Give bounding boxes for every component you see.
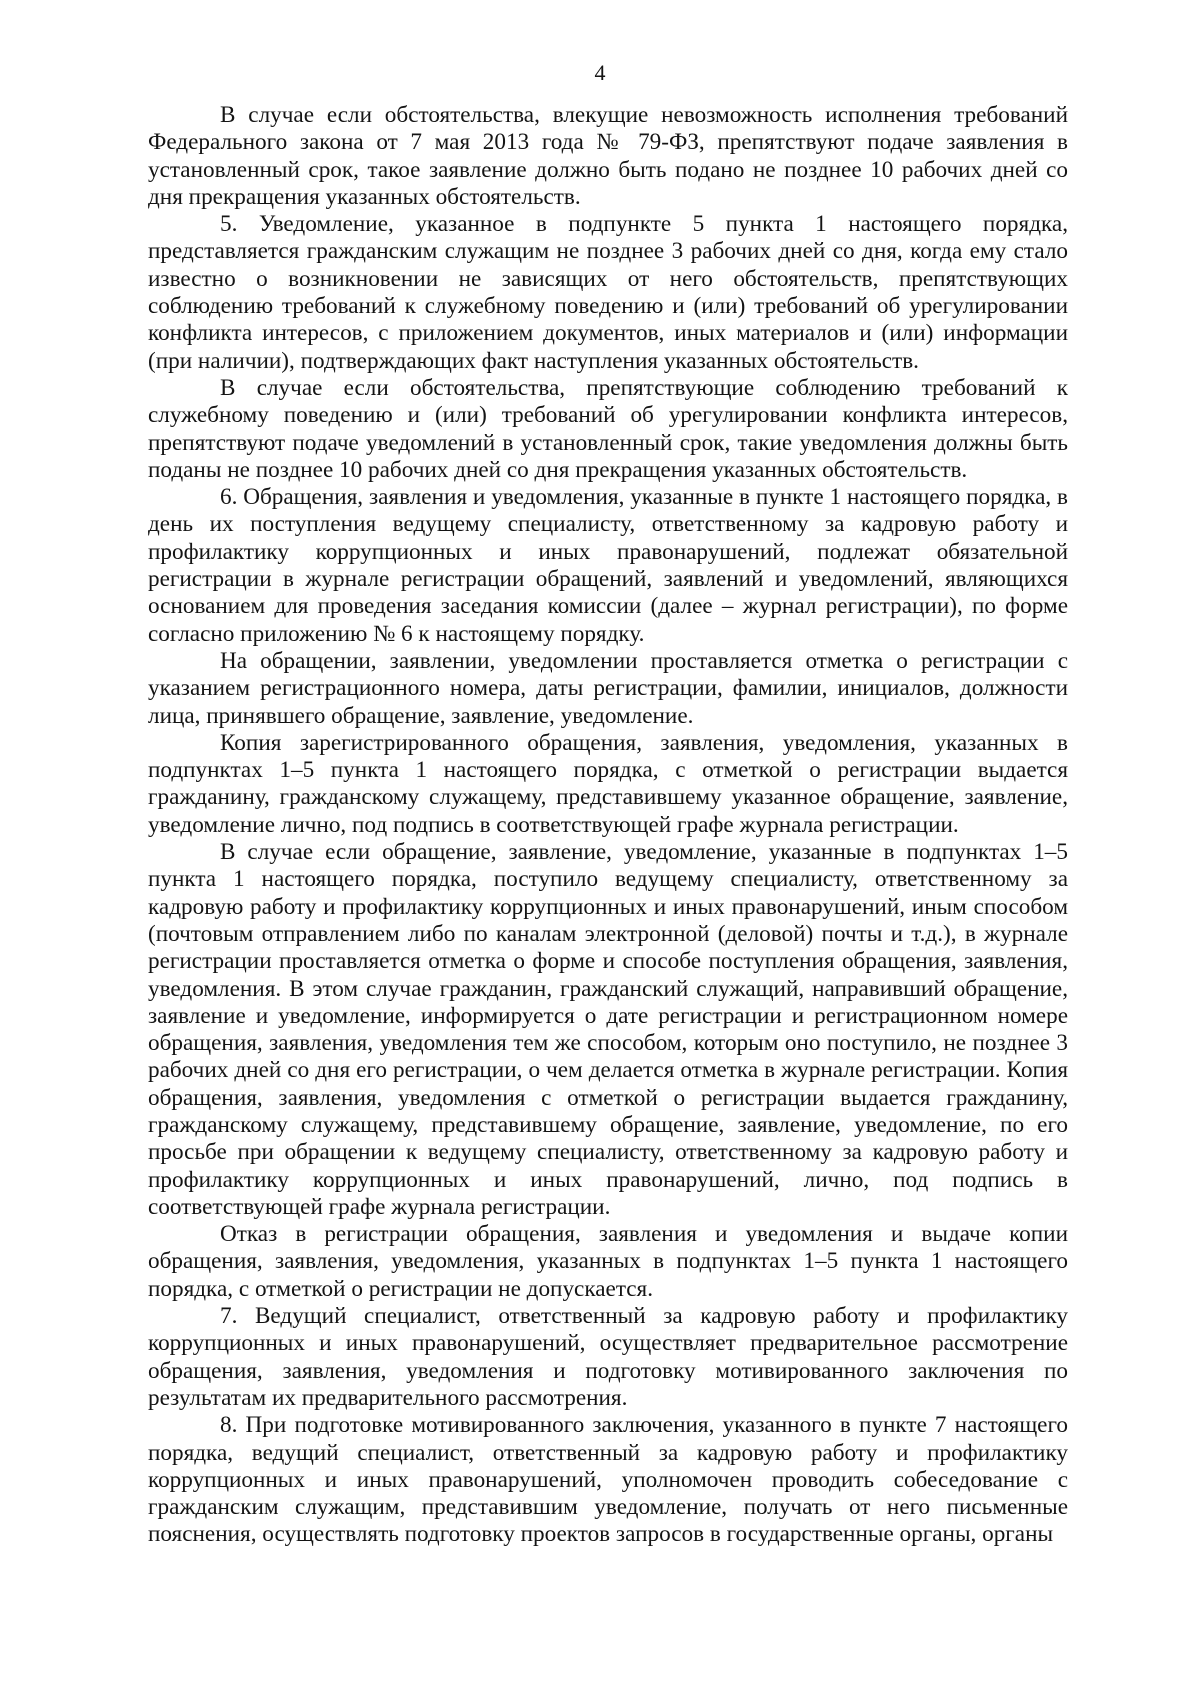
- paragraph-item-5-deadline: В случае если обстоятельства, препятствующие соблюдению требований к служебному поведению и (или) требований об урегулировании конфликта интересов, препятствуют подаче уведомлений в установленный срок, такие уведомления должны быть поданы не позднее 10 рабочих дней со дня прекращения указанных обстоятельств.: [148, 374, 1068, 483]
- paragraph-refusal-prohibited: Отказ в регистрации обращения, заявления и уведомления и выдаче копии обращения, заявления, уведомления, указанных в подпунктах 1–5 пункта 1 настоящего порядка, с отметкой о регистрации не допускается.: [148, 1221, 1068, 1302]
- paragraph-deadline-statement: В случае если обстоятельства, влекущие невозможность исполнения требований Федерального закона от 7 мая 2013 года № 79-ФЗ, препятствуют подаче заявления в установленный срок, такое заявление должно быть подано не позднее 10 рабочих дней со дня прекращения указанных обстоятельств.: [148, 102, 1068, 210]
- paragraph-registered-copy: Копия зарегистрированного обращения, заявления, уведомления, указанных в подпунктах 1–5 пункта 1 настоящего порядка, с отметкой о регистрации выдается гражданину, гражданскому служащему, представившему указанное обращение, заявление, уведомление лично, под подпись в соответствующей графе журнала регистрации.: [148, 729, 1068, 838]
- document-body: [148, 102, 1068, 1549]
- page-number: 4: [594, 60, 606, 85]
- paragraph-registration-mark: На обращении, заявлении, уведомлении проставляется отметка о регистрации с указанием регистрационного номера, даты регистрации, фамилии, инициалов, должности лица, принявшего обращение, заявление, уведомление.: [148, 647, 1068, 729]
- paragraph-item-7: 7. Ведущий специалист, ответственный за кадровую работу и профилактику коррупционных и иных правонарушений, осуществляет предварительное рассмотрение обращения, заявления, уведомления и подготовку мотивированного заключения по результатам их предварительного рассмотрения.: [148, 1303, 1068, 1411]
- paragraph-item-6: 6. Обращения, заявления и уведомления, указанные в пункте 1 настоящего порядка, в день их поступления ведущему специалисту, ответственному за кадровую работу и профилактику коррупционных и иных правонарушений, подлежат обязательной регистрации в журнале регистрации обращений, заявлений и уведомлений, являющихся основанием для проведения заседания комиссии (далее – журнал регистрации), по форме согласно приложению № 6 к настоящему порядку.: [148, 484, 1068, 647]
- paragraph-other-delivery: В случае если обращение, заявление, уведомление, указанные в подпунктах 1–5 пункта 1 настоящего порядка, поступило ведущему специалисту, ответственному за кадровую работу и профилактику коррупционных и иных правонарушений, иным способом (почтовым отправлением либо по каналам электронной (деловой) почты и т.д.), в журнале регистрации проставляется отметка о форме и способе поступления обращения, заявления, уведомления. В этом случае гражданин, гражданский служащий, направивший обращение, заявление и уведомление, информируется о дате регистрации и регистрационном номере обращения, заявления, уведомления тем же способом, которым оно поступило, не позднее 3 рабочих дней со дня его регистрации, о чем делается отметка в журнале регистрации. Копия обращения, заявления, уведомления с отметкой о регистрации выдается гражданину, гражданскому служащему, представившему обращение, заявление, уведомление, по его просьбе при обращении к ведущему специалисту, ответственному за кадровую работу и профилактику коррупционных и иных правонарушений, лично, под подпись в соответствующей графе журнала регистрации.: [148, 839, 1068, 1220]
- paragraph-item-8: 8. При подготовке мотивированного заключения, указанного в пункте 7 настоящего порядка, ведущий специалист, ответственный за кадровую работу и профилактику коррупционных и иных правонарушений, уполномочен проводить собеседование с гражданским служащим, представившим уведомление, получать от него письменные пояснения, осуществлять подготовку проектов запросов в государственные органы, органы: [148, 1412, 1068, 1548]
- paragraph-item-5: 5. Уведомление, указанное в подпункте 5 пункта 1 настоящего порядка, представляется гражданским служащим не позднее 3 рабочих дней со дня, когда ему стало известно о возникновении не зависящих от него обстоятельств, препятствующих соблюдению требований к служебному поведению и (или) требований об урегулировании конфликта интересов, с приложением документов, иных материалов и (или) информации (при наличии), подтверждающих факт наступления указанных обстоятельств.: [148, 211, 1068, 374]
